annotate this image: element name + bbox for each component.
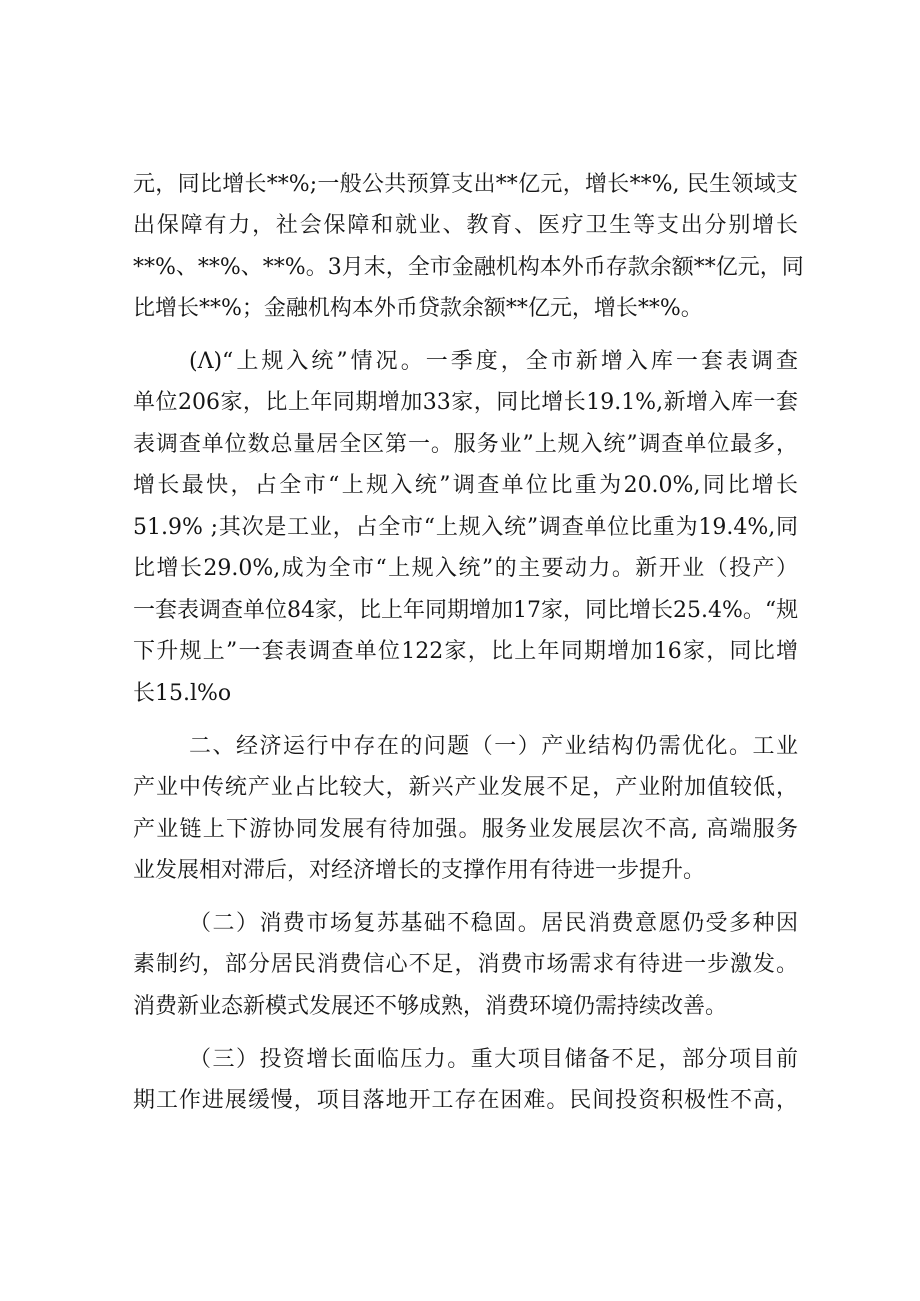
paragraph-2-line-4: 增长最快，占全市“上规入统”调查单位比重为20.0%,同比增长 [133, 473, 798, 498]
paragraph-2-line-7: 一套表调查单位84家，比上年同期增加17家，同比增长25.4%。“规 [133, 598, 799, 623]
paragraph-2-line-8: 下升规上”一套表调查单位122家，比上年同期增加16家，同比增 [133, 639, 798, 664]
paragraph-5-line-2: 期工作进展缓慢，项目落地开工存在困难。民间投资积极性不高， [133, 1088, 798, 1113]
paragraph-3-line-1: 二、经济运行中存在的问题（一）产业结构仍需优化。工业 [189, 734, 798, 759]
paragraph-1-line-4: 比增长**%；金融机构本外币贷款余额**亿元，增长**%。 [133, 296, 703, 321]
paragraph-4-line-1: （二）消费市场复苏基础不稳固。居民消费意愿仍受多种因 [189, 911, 798, 936]
paragraph-2-line-5: 51.9% ;其次是工业，占全市“上规入统”调查单位比重为19.4%,同 [133, 515, 798, 540]
paragraph-2-line-9: 长15.l%o [133, 681, 232, 706]
paragraph-4-line-2: 素制约，部分居民消费信心不足，消费市场需求有待进一步激发。 [133, 952, 798, 977]
paragraph-3-line-4: 业发展相对滞后，对经济增长的支撑作用有待进一步提升。 [133, 858, 706, 883]
paragraph-2-line-1: (Λ)“上规入统”情况。一季度，全市新增入库一套表调查 [189, 349, 798, 374]
paragraph-2-line-3: 表调查单位数总量居全区第一。服务业”上规入统”调查单位最多， [133, 432, 798, 457]
paragraph-4-line-3: 消费新业态新模式发展还不够成熟，消费环境仍需持续改善。 [133, 994, 728, 1019]
paragraph-3-line-2: 产业中传统产业占比较大，新兴产业发展不足，产业附加值较低， [133, 775, 798, 800]
paragraph-2-line-6: 比增长29.0%,成为全市“上规入统”的主要动力。新开业（投产） [133, 556, 798, 581]
paragraph-1-line-3: **%、**%、**%。3月末，全市金融机构本外币存款余额**亿元，同 [133, 255, 804, 280]
paragraph-1-line-2: 出保障有力，社会保障和就业、教育、医疗卫生等支出分别增长 [133, 213, 798, 238]
paragraph-1-line-1: 元，同比增长**%;一般公共预算支出**亿元，增长**%, 民生领域支 [133, 172, 798, 197]
paragraph-5-line-1: （三）投资增长面临压力。重大项目储备不足，部分项目前 [189, 1047, 798, 1072]
paragraph-3-line-3: 产业链上下游协同发展有待加强。服务业发展层次不高, 高端服务 [133, 817, 798, 842]
paragraph-2-line-2: 单位206家，比上年同期增加33家，同比增长19.1%,新增入库一套 [133, 390, 798, 415]
